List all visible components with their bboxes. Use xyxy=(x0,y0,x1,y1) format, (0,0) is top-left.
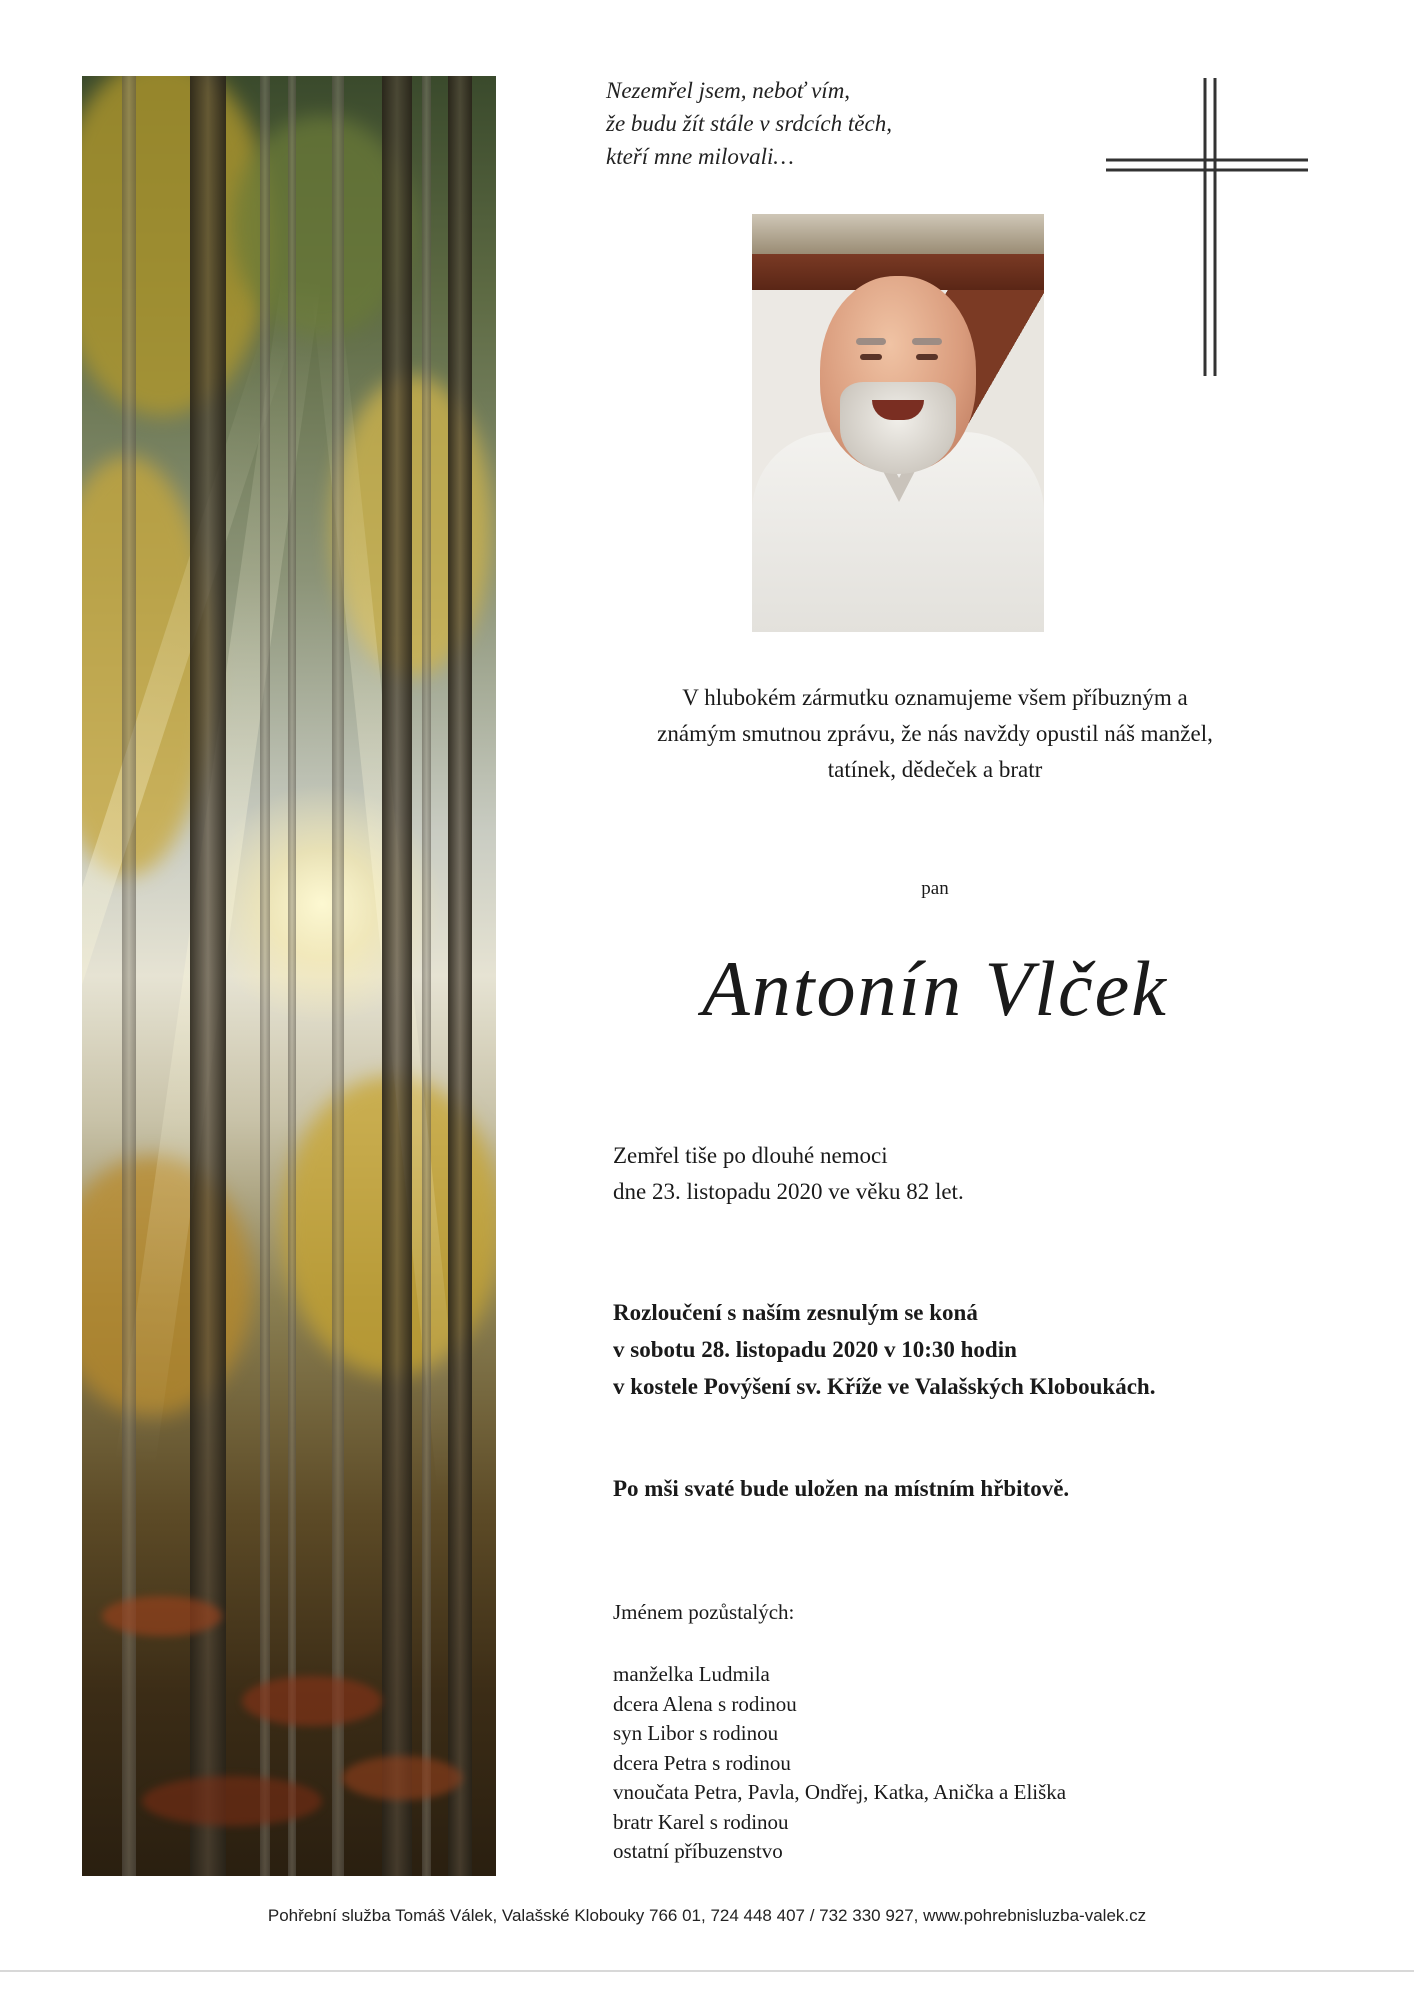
announcement-line: V hlubokém zármutku oznamujeme všem příbuzným a xyxy=(682,685,1188,710)
salutation: pan xyxy=(921,878,949,899)
announcement-line: známým smutnou zprávu, že nás navždy opustil náš manžel, xyxy=(657,721,1213,746)
list-item: manželka Ludmila xyxy=(613,1662,770,1686)
list-item: dcera Alena s rodinou xyxy=(613,1691,797,1716)
footer-divider xyxy=(0,1970,1414,1972)
burial-info: Po mši svaté bude uložen na místním hřbitově. xyxy=(613,1476,1070,1501)
list-item: bratr Karel s rodinou xyxy=(613,1809,789,1834)
death-info-line: dne 23. listopadu 2020 ve věku 82 let. xyxy=(613,1179,964,1204)
farewell-line: v kostele Povýšení sv. Kříže ve Valašských Kloboukách. xyxy=(613,1374,1156,1399)
announcement-line: tatínek, dědeček a bratr xyxy=(827,757,1043,782)
deceased-name: Antonín Vlček xyxy=(702,945,1168,1032)
farewell-info xyxy=(613,1294,1333,1405)
double-cross-icon xyxy=(1106,78,1308,378)
farewell-line: v sobotu 28. listopadu 2020 v 10:30 hodin xyxy=(613,1337,1017,1362)
survivors-heading: Jménem pozůstalých: xyxy=(613,1600,795,1624)
quote-line: že budu žít stále v srdcích těch, xyxy=(606,111,892,136)
survivors-list xyxy=(613,1660,1313,1867)
farewell-line: Rozloučení s naším zesnulým se koná xyxy=(613,1300,978,1325)
list-item: ostatní příbuzenstvo xyxy=(613,1839,783,1863)
list-item: syn Libor s rodinou xyxy=(613,1721,779,1745)
quote-line: Nezemřel jsem, neboť vím, xyxy=(606,78,851,103)
memorial-quote xyxy=(606,74,1026,173)
forest-sunlight-image xyxy=(82,76,496,1876)
list-item: vnoučata Petra, Pavla, Ondřej, Katka, Anička a Eliška xyxy=(613,1780,1067,1804)
funeral-service-footer: Pohřební služba Tomáš Válek, Valašské Klobouky 766 01, 724 448 407 / 732 330 927, www.pohrebnisluzba-valek.cz xyxy=(267,1906,1147,1925)
list-item: dcera Petra s rodinou xyxy=(613,1750,791,1775)
portrait-photo xyxy=(752,214,1044,632)
quote-line: kteří mne milovali… xyxy=(606,144,794,169)
death-info xyxy=(613,1138,1273,1210)
death-info-line: Zemřel tiše po dlouhé nemoci xyxy=(613,1143,888,1168)
announcement-text xyxy=(590,680,1280,788)
